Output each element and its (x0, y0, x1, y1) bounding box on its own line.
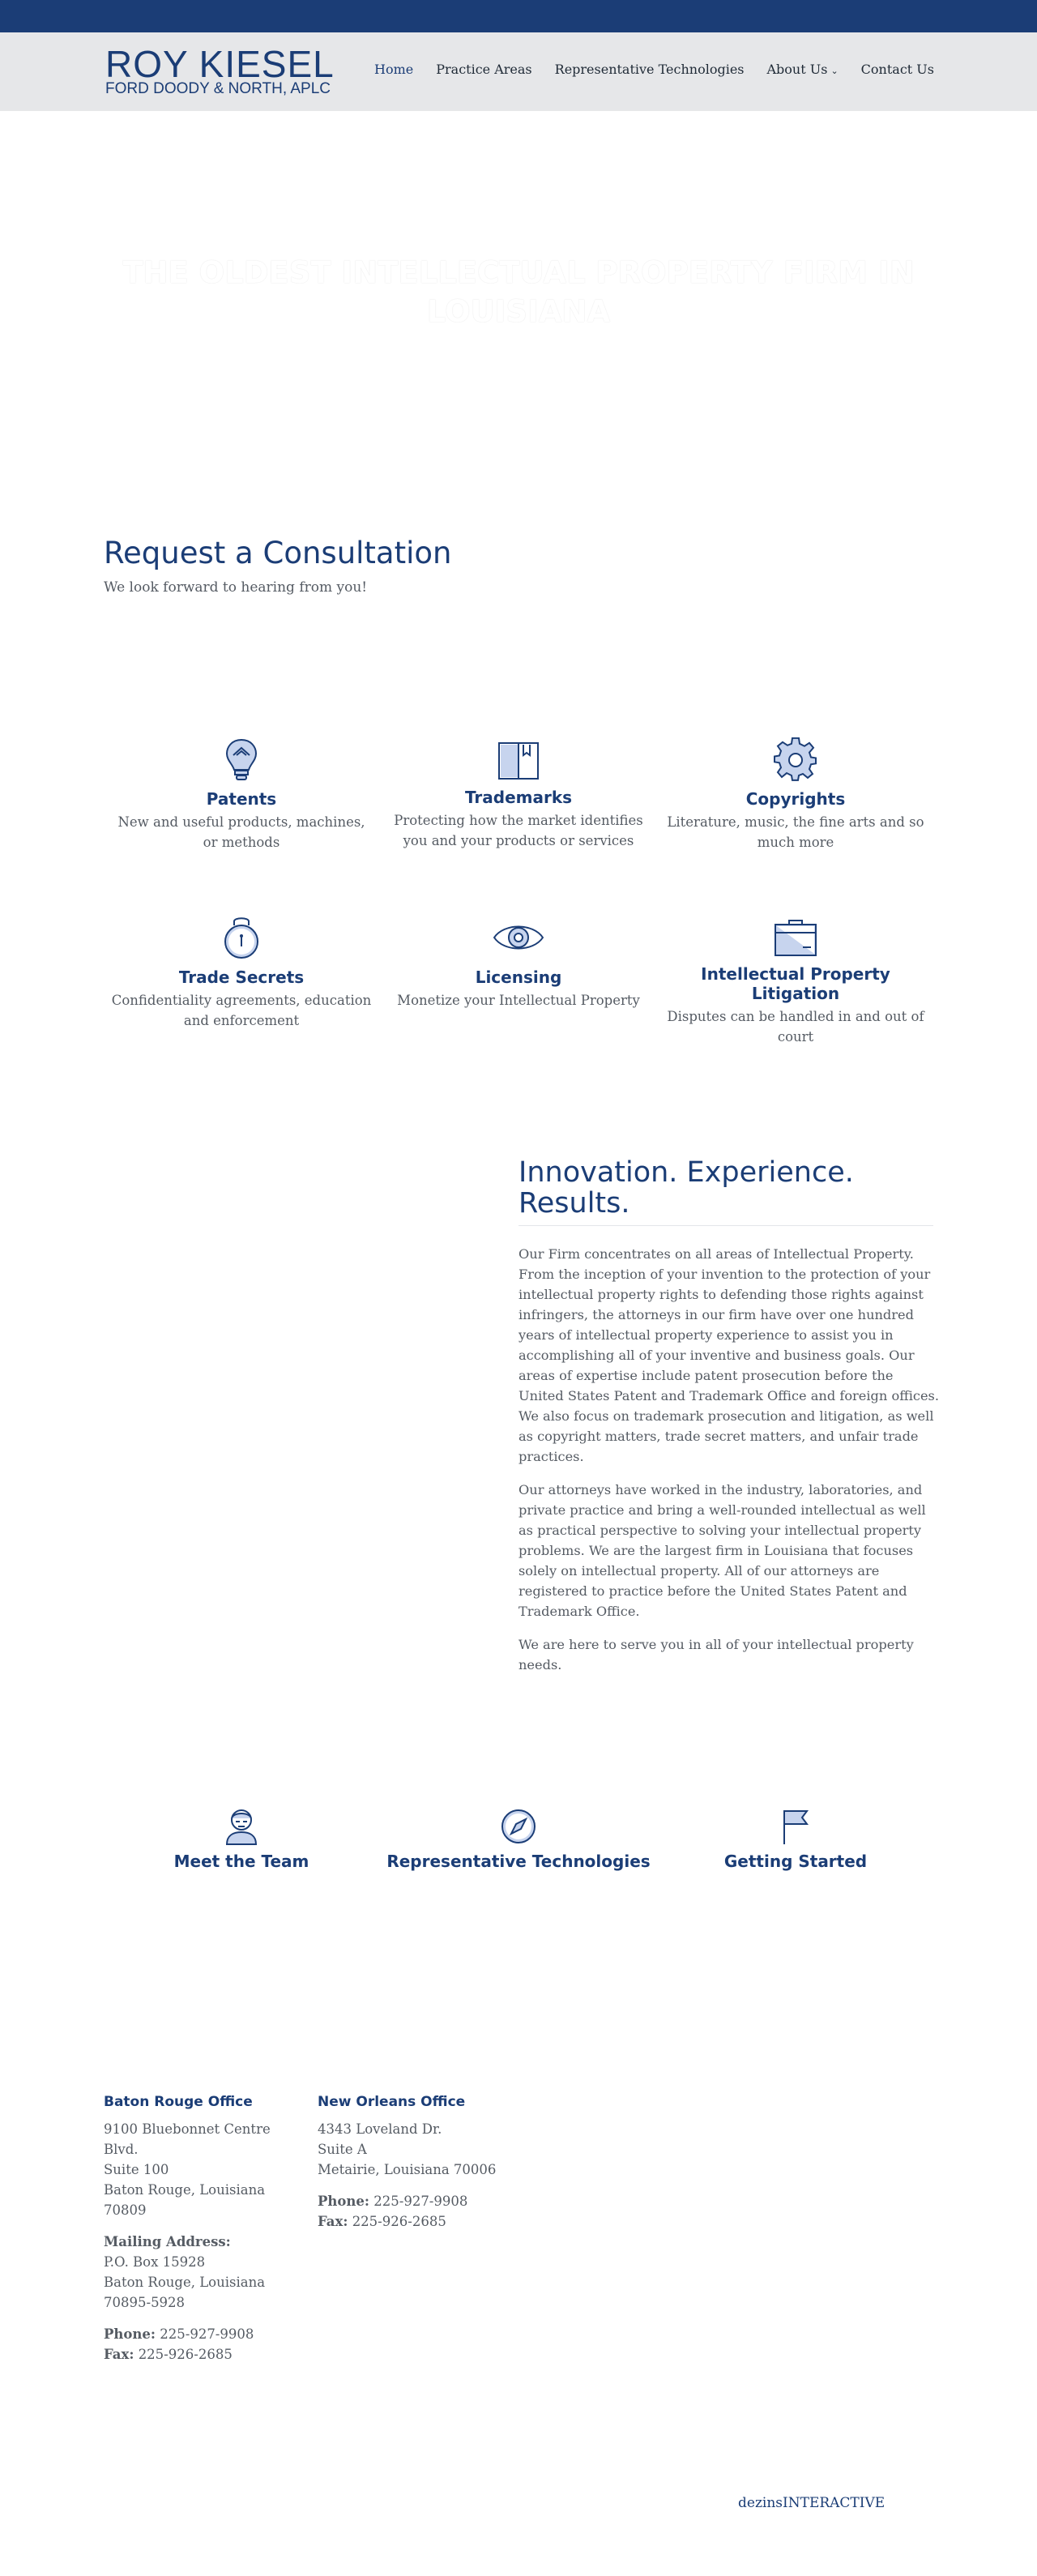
top-bar (0, 0, 1037, 32)
service-title: Trade Secrets (178, 968, 305, 987)
service-ip-litigation[interactable] (658, 917, 933, 1047)
nav-contact-us[interactable]: Contact Us (860, 62, 934, 77)
fax-line (318, 2211, 528, 2232)
link-title: Meet the Team (173, 1852, 309, 1871)
nav-representative-technologies[interactable]: Representative Technologies (554, 62, 745, 77)
service-patents[interactable] (104, 737, 379, 852)
nav-about-us-label: About Us (766, 62, 828, 77)
service-title: Intellectual Property Litigation (701, 964, 890, 1003)
phone-label: Phone: (318, 2194, 369, 2209)
service-title: Licensing (475, 968, 562, 987)
office-address-line: Metairie, Louisiana 70006 (318, 2162, 497, 2177)
service-desc: Protecting how the market identifies you and your products or services (394, 813, 643, 848)
office-address-line: Blvd. (104, 2142, 139, 2157)
office-address-line: Suite 100 (104, 2162, 169, 2177)
office-address-line: Baton Rouge, Louisiana (104, 2182, 266, 2198)
book-icon (497, 741, 540, 781)
service-trademarks[interactable] (381, 741, 656, 851)
chevron-down-icon: ⌄ (830, 66, 839, 76)
innovation-body (518, 1244, 940, 1688)
logo-main-text: ROY KIESEL (105, 43, 335, 85)
mailing-line: Baton Rouge, Louisiana (104, 2275, 266, 2290)
innovation-paragraph: Our attorneys have worked in the industry, laboratories, and private practice and bring a well-rounded intellectual as well as practical perspective to solving your intellectual property problems. We are the largest firm in Louisiana that focuses solely on intellectual property. All of our attorneys are registered to practice before the United States Patent and Trademark Office. (518, 1482, 926, 1619)
phone-number[interactable]: 225-927-9908 (160, 2326, 254, 2342)
office-title: Baton Rouge Office (104, 2094, 253, 2110)
briefcase-icon (773, 917, 818, 958)
nav-about-us[interactable] (767, 62, 839, 77)
office-address-line: 4343 Loveland Dr. (318, 2121, 442, 2137)
padlock-icon (223, 914, 260, 961)
site-logo[interactable] (105, 45, 335, 97)
link-representative-technologies[interactable] (381, 1808, 656, 1871)
innovation-paragraph: We are here to serve you in all of your intellectual property needs. (518, 1637, 914, 1672)
office-new-orleans (318, 2092, 528, 2232)
office-baton-rouge (104, 2092, 290, 2365)
service-trade-secrets[interactable] (104, 914, 379, 1031)
gear-icon (773, 737, 818, 783)
service-desc: Confidentiality agreements, education and enforcement (111, 993, 372, 1028)
service-title: Trademarks (464, 788, 573, 807)
nav-practice-areas[interactable]: Practice Areas (436, 62, 532, 77)
fax-label: Fax: (104, 2347, 134, 2362)
service-desc: Monetize your Intellectual Property (397, 993, 640, 1008)
innovation-divider (518, 1225, 933, 1226)
phone-line (318, 2191, 528, 2211)
flag-icon (779, 1808, 812, 1845)
office-address-line: 9100 Bluebonnet Centre (104, 2121, 271, 2137)
service-desc: Disputes can be handled in and out of court (667, 1009, 924, 1044)
hero-title: THE OLDEST INTELLECTUAL PROPERTY FIRM IN LOUISIANA (122, 255, 915, 329)
link-title: Getting Started (723, 1852, 868, 1871)
consultation-heading[interactable]: Request a Consultation (104, 536, 452, 570)
compass-icon (500, 1808, 537, 1845)
service-title: Patents (206, 789, 277, 809)
mailing-label: Mailing Address: (104, 2234, 231, 2249)
mailing-line: P.O. Box 15928 (104, 2254, 206, 2270)
office-address-line: Suite A (318, 2142, 367, 2157)
logo-sub-text: FORD DOODY & NORTH, APLC (105, 80, 331, 97)
fax-line (104, 2344, 290, 2365)
person-icon (224, 1808, 259, 1845)
eye-icon (492, 919, 545, 956)
office-address-line: 70809 (104, 2202, 147, 2218)
lightbulb-icon (224, 737, 259, 783)
phone-label: Phone: (104, 2326, 156, 2342)
service-desc: Literature, music, the fine arts and so much more (667, 814, 924, 850)
mailing-line: 70895-5928 (104, 2295, 186, 2310)
fax-number: 225-926-2685 (352, 2214, 446, 2229)
fax-number: 225-926-2685 (138, 2347, 233, 2362)
innovation-paragraph: Our Firm concentrates on all areas of Intellectual Property. From the inception of your invention to the protection of your intellectual property rights to defending those rights against infringers, the attorneys in our firm have over one hundred years of intellectual property experience to assist you in accomplishing all of your inventive and business goals. Our areas of expertise include patent prosecution before the United States Patent and Trademark Office and foreign offices. We also focus on trademark prosecution and litigation, as well as copyright matters, trade secret matters, and unfair trade practices. (518, 1246, 940, 1464)
fax-label: Fax: (318, 2214, 348, 2229)
service-licensing[interactable] (381, 919, 656, 1010)
phone-line (104, 2324, 290, 2344)
site-header (0, 32, 1037, 111)
service-desc: New and useful products, machines, or methods (117, 814, 365, 850)
service-title: Copyrights (745, 789, 846, 809)
consultation-text: We look forward to hearing from you! (104, 579, 368, 596)
footer-credit-link[interactable]: dezinsINTERACTIVE (738, 2495, 886, 2511)
link-getting-started[interactable] (658, 1808, 933, 1871)
link-title: Representative Technologies (386, 1852, 651, 1871)
office-title: New Orleans Office (318, 2094, 466, 2110)
service-copyrights[interactable] (658, 737, 933, 852)
innovation-heading: Innovation. Experience. Results. (518, 1156, 854, 1220)
link-meet-the-team[interactable] (104, 1808, 379, 1871)
nav-home[interactable]: Home (374, 62, 414, 77)
phone-number[interactable]: 225-927-9908 (373, 2194, 468, 2209)
main-nav (374, 62, 934, 77)
